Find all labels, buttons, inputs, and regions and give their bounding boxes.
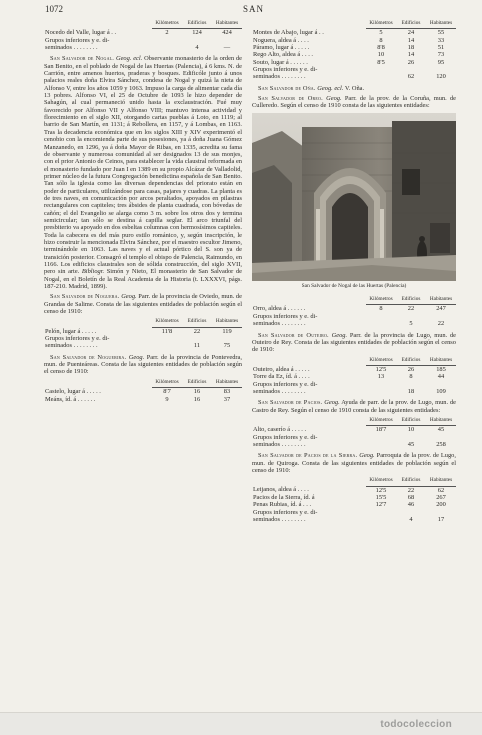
cell-edif: 45 <box>407 440 415 448</box>
column-header-edif: Edificios <box>396 417 426 426</box>
entry-paragraph <box>44 293 242 315</box>
cell-edif: 46 <box>407 501 415 509</box>
entry-category: Geog. <box>121 293 137 301</box>
cell-label: seminados . . . . . . . . <box>45 44 98 52</box>
table-row <box>252 494 456 501</box>
column-header-km: Kilómetros <box>366 296 396 305</box>
cell-label: Nocedo del Valle, lugar á . . <box>45 29 117 37</box>
photo-caption: San Salvador de Nogal de las Huertas (Palencia) <box>301 282 407 289</box>
column-header-blank <box>252 296 366 305</box>
cell-edif: 18 <box>407 387 415 395</box>
cell-edif: 68 <box>407 494 415 502</box>
cell-edif: 11 <box>193 342 201 350</box>
cell-hab: 200 <box>436 501 446 509</box>
cell-hab: 45 <box>437 426 445 434</box>
table-row <box>252 509 456 516</box>
column-header-edif: Edificios <box>182 318 212 327</box>
table-header-row <box>252 20 456 29</box>
cell-km: 8'8 <box>377 44 385 52</box>
cell-hab: 258 <box>436 440 446 448</box>
cell-hab: 247 <box>436 305 446 313</box>
column-header-km: Kilómetros <box>366 20 396 29</box>
population-table <box>44 318 242 349</box>
cell-km: 11'8 <box>161 327 173 335</box>
entry-heading: San Salvador de Noguerira. <box>50 353 127 361</box>
cell-label: Montes de Abajo, lugar á . . <box>253 29 324 37</box>
column-header-edif: Edificios <box>396 357 426 366</box>
table-row <box>252 313 456 320</box>
cell-km: 10 <box>377 51 385 59</box>
cell-km: 18'7 <box>375 426 387 434</box>
entry-text: Parroquia de la prov. de Lugo, mun. de Quiroga. Consta de las siguientes entidades de población según el censo de 1910: <box>252 452 456 474</box>
table-row <box>44 342 242 349</box>
page-header <box>45 4 462 16</box>
table-row <box>252 373 456 380</box>
entry-category: Geog. <box>331 331 348 339</box>
column-header-hab: Habitantes <box>426 477 456 486</box>
table-row <box>44 29 242 37</box>
cell-hab <box>426 434 456 441</box>
population-table <box>44 20 242 51</box>
entry-paragraph <box>252 399 456 414</box>
entry-heading: San Salvador de Pacios. <box>258 399 323 407</box>
column-header-hab: Habitantes <box>426 20 456 29</box>
cell-hab: 75 <box>223 342 231 350</box>
table-row <box>252 29 456 37</box>
cell-label: Grupos inferiores y e. di- <box>253 380 318 388</box>
entry-paragraph <box>252 85 456 92</box>
cell-label: seminados . . . . . . . . <box>45 342 98 350</box>
cell-km <box>366 441 396 448</box>
cell-label: Noguera, aldea á . . . . <box>253 36 309 44</box>
cell-label: Grupos inferiores y e. di- <box>253 433 318 441</box>
cell-label: Grupos inferiores y e. di- <box>45 335 110 343</box>
entry-heading: San Salvador de Noguera. <box>50 293 120 301</box>
column-header-blank <box>44 318 152 327</box>
cell-edif <box>396 66 426 73</box>
cell-hab <box>212 37 242 44</box>
cell-km <box>366 509 396 516</box>
watermark-logo: todocoleccion <box>380 719 452 730</box>
cell-km: 8'7 <box>163 388 171 396</box>
population-table <box>252 477 456 523</box>
cell-hab: 83 <box>223 388 231 396</box>
entry-heading: San Salvador de Oña. <box>258 84 316 92</box>
cell-km <box>366 434 396 441</box>
cell-edif <box>396 434 426 441</box>
cell-hab: 37 <box>223 395 231 403</box>
cell-hab: 44 <box>437 373 445 381</box>
table-header-row <box>252 357 456 366</box>
cell-hab: 62 <box>437 486 445 494</box>
cell-label: seminados . . . . . . . . <box>253 440 306 448</box>
entry-text: Parr. de la provincia de Pontevedra, mun. de Puenteáreas. Consta de las siguientes entidades de población según el censo de 1910: <box>44 353 242 376</box>
cell-label: Penas Rubias, íd. á . . . <box>253 501 312 509</box>
entry-text: Parr. de la provincia de Lugo, mun. de Outeiro de Rey. Consta de las siguientes entidades de población según el censo de 1910: <box>252 331 456 354</box>
column-header-edif: Edificios <box>396 296 426 305</box>
entry-text: Parr. de la provincia de Oviedo, mun. de Grandas de Salime. Consta de las siguientes entidades de población según el censo de 1910: <box>44 293 242 316</box>
population-table <box>252 296 456 327</box>
cell-hab: 73 <box>437 51 445 59</box>
cell-label: seminados . . . . . . . . <box>253 516 306 524</box>
table-row <box>252 37 456 44</box>
cell-km <box>366 388 396 395</box>
cell-hab <box>426 381 456 388</box>
cell-edif <box>182 37 212 44</box>
population-table <box>252 20 456 81</box>
table-row <box>252 434 456 441</box>
column-header-km: Kilómetros <box>152 20 182 29</box>
entry-text: Observante monasterio de la orden de San Benito, en el poblado de Nogal de las Huertas (Palencia), á 6 kms. N. de Carrión, entre amenos huertos, praderas y bosques. Edificóle junto á unos palacios reales doña Elvira Sánchez, condesa de Nogal y quizá la nieta de Alfonso V, entre los años 1059 y 1063. Impuso la carga de alimentar cada día 13 pobres. Alfonso VI, el 25 de Octubre de 1093 le hizo depender de Sahagún, al cual permaneció unido hasta la exclaustración. Fué muy favorecido por Alfonso VII y Alfonso VIII; mantuvo intensa actividad y florecimiento en el siglo XII, otorgando cartas pueblas á Loto, en 1119; al barrio de San Martín, en 1131; á Rebollera, en 1157, y á Lombas, en 1163. Tras la decadencia económica que en los siglos XIII y XIV experimentó el cenobio con la encomienda parte de sus posesiones, ya á doña Juana Gómez Manzanedo, en 1296, ya á doña Mayor de Ribas, en 1335, acredita su fama de observante y numerosa comunidad al ser designados 13 de sus monjes, con el prior Antonio de Ceinos, para establecer la vida claustral reformada en el monasterio fundado por Juan I en 1389 en su propio Alcázar de Valladolid, primer núcleo de la futura Congregación benedictina española de San Benito. Tan sólo la iglesia como las diversas dependencias del priorato están en poder de particulares, utilizándose para casas, pajares y cuadras. La planta es de tres naves, en comunicación por arcos peraltados, apoyados en pilastras rectangulares con capiteles; tres ábsides de planta cuadrada, con bóvedas de cañón; el del Evangelio se alarga como 3 m. sobre los otros dos y termina semicircular; tan sólo se destina á capilla seglar. El arco triunfal del presbiterio va apoyado en dos esbeltas columnas con hermosísimos capiteles. Toda la cabecera es del más puro estilo románico, y, según inscripción, le hizo construir la mencionada Elvira Sánchez, por el maestro escultor Jimeno, terminándole en 1063. Las naves y el actual pórtico del S. son ya de transición posterior. Consagró el templo el obispo de Palencia, Raimundo, en 1166. Los edificios claustrales son de sólida construcción, del siglo XVII, pero sin arte. <box>44 55 243 276</box>
cell-hab: 119 <box>222 327 232 335</box>
table-header-row <box>44 379 242 388</box>
cell-label: Orro, aldea á . . . . . . <box>253 305 306 313</box>
cell-label: seminados . . . . . . . . <box>253 387 306 395</box>
cell-hab: 51 <box>437 44 445 52</box>
cell-edif <box>396 381 426 388</box>
entry-category: Geog. <box>324 399 340 407</box>
cell-km: 2 <box>165 29 169 37</box>
table-row <box>252 426 456 434</box>
table-row <box>44 327 242 335</box>
table-row <box>252 516 456 523</box>
cell-km <box>366 516 396 523</box>
cell-label: Meáns, íd. á . . . . . . <box>45 395 96 403</box>
cell-hab: 17 <box>437 516 445 524</box>
cell-label: Grupos inferiores y e. di- <box>253 66 318 74</box>
column-header-edif: Edificios <box>396 477 426 486</box>
column-header-blank <box>252 357 366 366</box>
cell-label: Grupos inferiores y e. di- <box>253 508 318 516</box>
cell-edif: 4 <box>409 516 413 524</box>
column-header-hab: Habitantes <box>426 296 456 305</box>
table-row <box>252 73 456 80</box>
cell-hab: 267 <box>436 494 446 502</box>
column-header-km: Kilómetros <box>366 477 396 486</box>
entry-category: Geog. <box>359 452 375 460</box>
cell-km <box>366 320 396 327</box>
column-header-hab: Habitantes <box>212 318 242 327</box>
cell-label: Grupos inferiores y e. di- <box>45 36 110 44</box>
cell-km <box>152 37 182 44</box>
column-header-hab: Habitantes <box>212 379 242 388</box>
cell-label: Outeiro, aldea á . . . . . <box>253 365 310 373</box>
entry-paragraph <box>44 55 242 290</box>
cell-km: 8 <box>379 305 383 313</box>
table-header-row <box>252 477 456 486</box>
cell-km: 9 <box>165 395 169 403</box>
cell-edif: 22 <box>407 305 415 313</box>
entry-paragraph <box>252 95 456 110</box>
cell-km <box>366 66 396 73</box>
footer-bar <box>0 712 482 735</box>
cell-km <box>366 381 396 388</box>
entry-category: Geog. <box>128 353 145 361</box>
entry-heading: San Salvador de Nogal. <box>50 55 115 63</box>
table-row <box>44 388 242 396</box>
cell-edif: 26 <box>407 365 415 373</box>
entry-category: Geog. <box>326 95 342 103</box>
table-header-row <box>44 318 242 327</box>
table-row <box>252 501 456 508</box>
cell-hab <box>212 335 242 342</box>
cell-km <box>152 44 182 51</box>
entry-heading: San Salvador de Oreo. <box>258 95 323 103</box>
cell-hab: 55 <box>437 29 445 37</box>
cell-label: Pacios de la Sierra, íd. á <box>253 494 315 502</box>
left-column <box>44 20 242 407</box>
bibliography-text: Simón y Nieto, El monasterio de San Salvador de Nogal, en el Boletín de la Real Academia de la Historia (t. LXXXVI, págs. 187-210. Madrid, 1899). <box>44 268 242 291</box>
cell-edif: 8 <box>409 373 413 381</box>
cell-hab: 33 <box>437 36 445 44</box>
column-header-km: Kilómetros <box>152 379 182 388</box>
cell-edif: 10 <box>407 426 415 434</box>
table-header-row <box>252 417 456 426</box>
cell-edif: 124 <box>192 29 202 37</box>
page-number: 1072 <box>45 4 63 14</box>
column-header-blank <box>44 379 152 388</box>
column-header-hab: Habitantes <box>212 20 242 29</box>
cell-hab <box>426 313 456 320</box>
cell-edif: 18 <box>407 44 415 52</box>
cell-km <box>152 335 182 342</box>
bibliography-label: Bibliogr. <box>81 268 105 276</box>
population-table <box>252 357 456 396</box>
population-table <box>252 417 456 448</box>
column-header-blank <box>44 20 152 29</box>
table-row <box>44 44 242 51</box>
entry-text: V. Oña. <box>344 84 365 92</box>
cell-label: Torre da Ez, íd. á . . . . <box>253 373 310 381</box>
column-header-edif: Edificios <box>182 379 212 388</box>
table-row <box>252 44 456 51</box>
cell-hab: 120 <box>436 73 446 81</box>
column-header-km: Kilómetros <box>152 318 182 327</box>
table-row <box>252 388 456 395</box>
cell-edif: 26 <box>407 58 415 66</box>
cell-hab: 22 <box>437 320 445 328</box>
table-row <box>252 381 456 388</box>
cell-edif <box>396 313 426 320</box>
table-row <box>44 37 242 44</box>
cell-edif: 14 <box>407 51 415 59</box>
table-row <box>252 305 456 313</box>
cell-km: 5 <box>379 29 383 37</box>
cell-edif: 4 <box>195 44 199 52</box>
population-table <box>44 379 242 403</box>
table-row <box>252 486 456 494</box>
column-header-blank <box>252 477 366 486</box>
cell-edif: 22 <box>407 486 415 494</box>
cell-km: 15'5 <box>375 494 387 502</box>
table-row <box>252 51 456 58</box>
cell-hab: — <box>223 44 231 52</box>
cell-label: seminados . . . . . . . . <box>253 73 306 81</box>
cell-edif <box>182 335 212 342</box>
cell-label: Leijanos, aldea á . . . . <box>253 486 309 494</box>
cell-label: Souto, lugar á . . . . . . <box>253 58 308 66</box>
cell-label: seminados . . . . . . . . <box>253 320 306 328</box>
table-row <box>44 396 242 403</box>
cell-edif: 5 <box>409 320 413 328</box>
monastery-portal-image <box>252 113 456 281</box>
table-row <box>252 66 456 73</box>
entry-paragraph <box>252 452 456 474</box>
table-header-row <box>44 20 242 29</box>
table-row <box>252 365 456 373</box>
cell-km: 12'5 <box>375 365 387 373</box>
table-header-row <box>252 296 456 305</box>
table-row <box>252 441 456 448</box>
column-header-hab: Habitantes <box>426 357 456 366</box>
cell-hab: 185 <box>436 365 446 373</box>
cell-km <box>366 313 396 320</box>
cell-edif: 14 <box>407 36 415 44</box>
cell-km: 12'7 <box>375 501 387 509</box>
table-row <box>44 335 242 342</box>
column-header-km: Kilómetros <box>366 417 396 426</box>
right-column <box>252 20 456 527</box>
cell-label: Castelo, lugar á . . . . . <box>45 387 101 395</box>
column-header-blank <box>252 417 366 426</box>
cell-km <box>366 73 396 80</box>
column-header-hab: Habitantes <box>426 417 456 426</box>
cell-edif: 22 <box>193 327 201 335</box>
cell-label: Alto, caserío á . . . . . <box>253 426 307 434</box>
cell-km: 8'5 <box>377 58 385 66</box>
church-photograph <box>252 113 456 281</box>
cell-hab: 424 <box>222 29 232 37</box>
cell-hab: 95 <box>437 58 445 66</box>
table-row <box>252 59 456 66</box>
column-header-km: Kilómetros <box>366 357 396 366</box>
cell-edif <box>396 509 426 516</box>
entry-paragraph <box>252 332 456 354</box>
cell-label: Grupos inferiores y e. di- <box>253 312 318 320</box>
cell-edif: 62 <box>407 73 415 81</box>
entry-heading: San Salvador de Pacios de la Sierra. <box>258 452 358 460</box>
cell-km: 8 <box>379 36 383 44</box>
cell-label: Páramo, lugar á . . . . . <box>253 44 310 52</box>
column-header-edif: Edificios <box>182 20 212 29</box>
cell-label: Rego Alto, aldea á . . . . <box>253 51 313 59</box>
entry-heading: San Salvador de Outeiro. <box>258 331 329 339</box>
entry-text: Parr. de la prov. de la Coruña, mun. de Culleredo. Según el censo de 1910 consta de las siguientes entidades: <box>252 95 456 110</box>
cell-hab <box>426 66 456 73</box>
entry-category: Geog. ecl. <box>317 84 344 92</box>
cell-km <box>152 342 182 349</box>
cell-edif: 24 <box>407 29 415 37</box>
entry-category: Geog. ecl. <box>115 55 143 63</box>
cell-label: Pelón, lugar á . . . . . <box>45 327 97 335</box>
table-row <box>252 320 456 327</box>
column-header-edif: Edificios <box>396 20 426 29</box>
cell-edif: 16 <box>193 395 201 403</box>
cell-km: 12'5 <box>375 486 387 494</box>
cell-edif: 16 <box>193 388 201 396</box>
cell-hab <box>426 509 456 516</box>
entry-paragraph <box>44 354 242 376</box>
entry-text: Ayuda de parr. de la prov. de Lugo, mun. de Castro de Rey. Según el censo de 1910 consta de las siguientes entidades: <box>252 399 456 414</box>
column-header-blank <box>252 20 366 29</box>
running-title: SAN <box>242 4 264 14</box>
cell-km: 13 <box>377 373 385 381</box>
cell-hab: 109 <box>436 387 446 395</box>
